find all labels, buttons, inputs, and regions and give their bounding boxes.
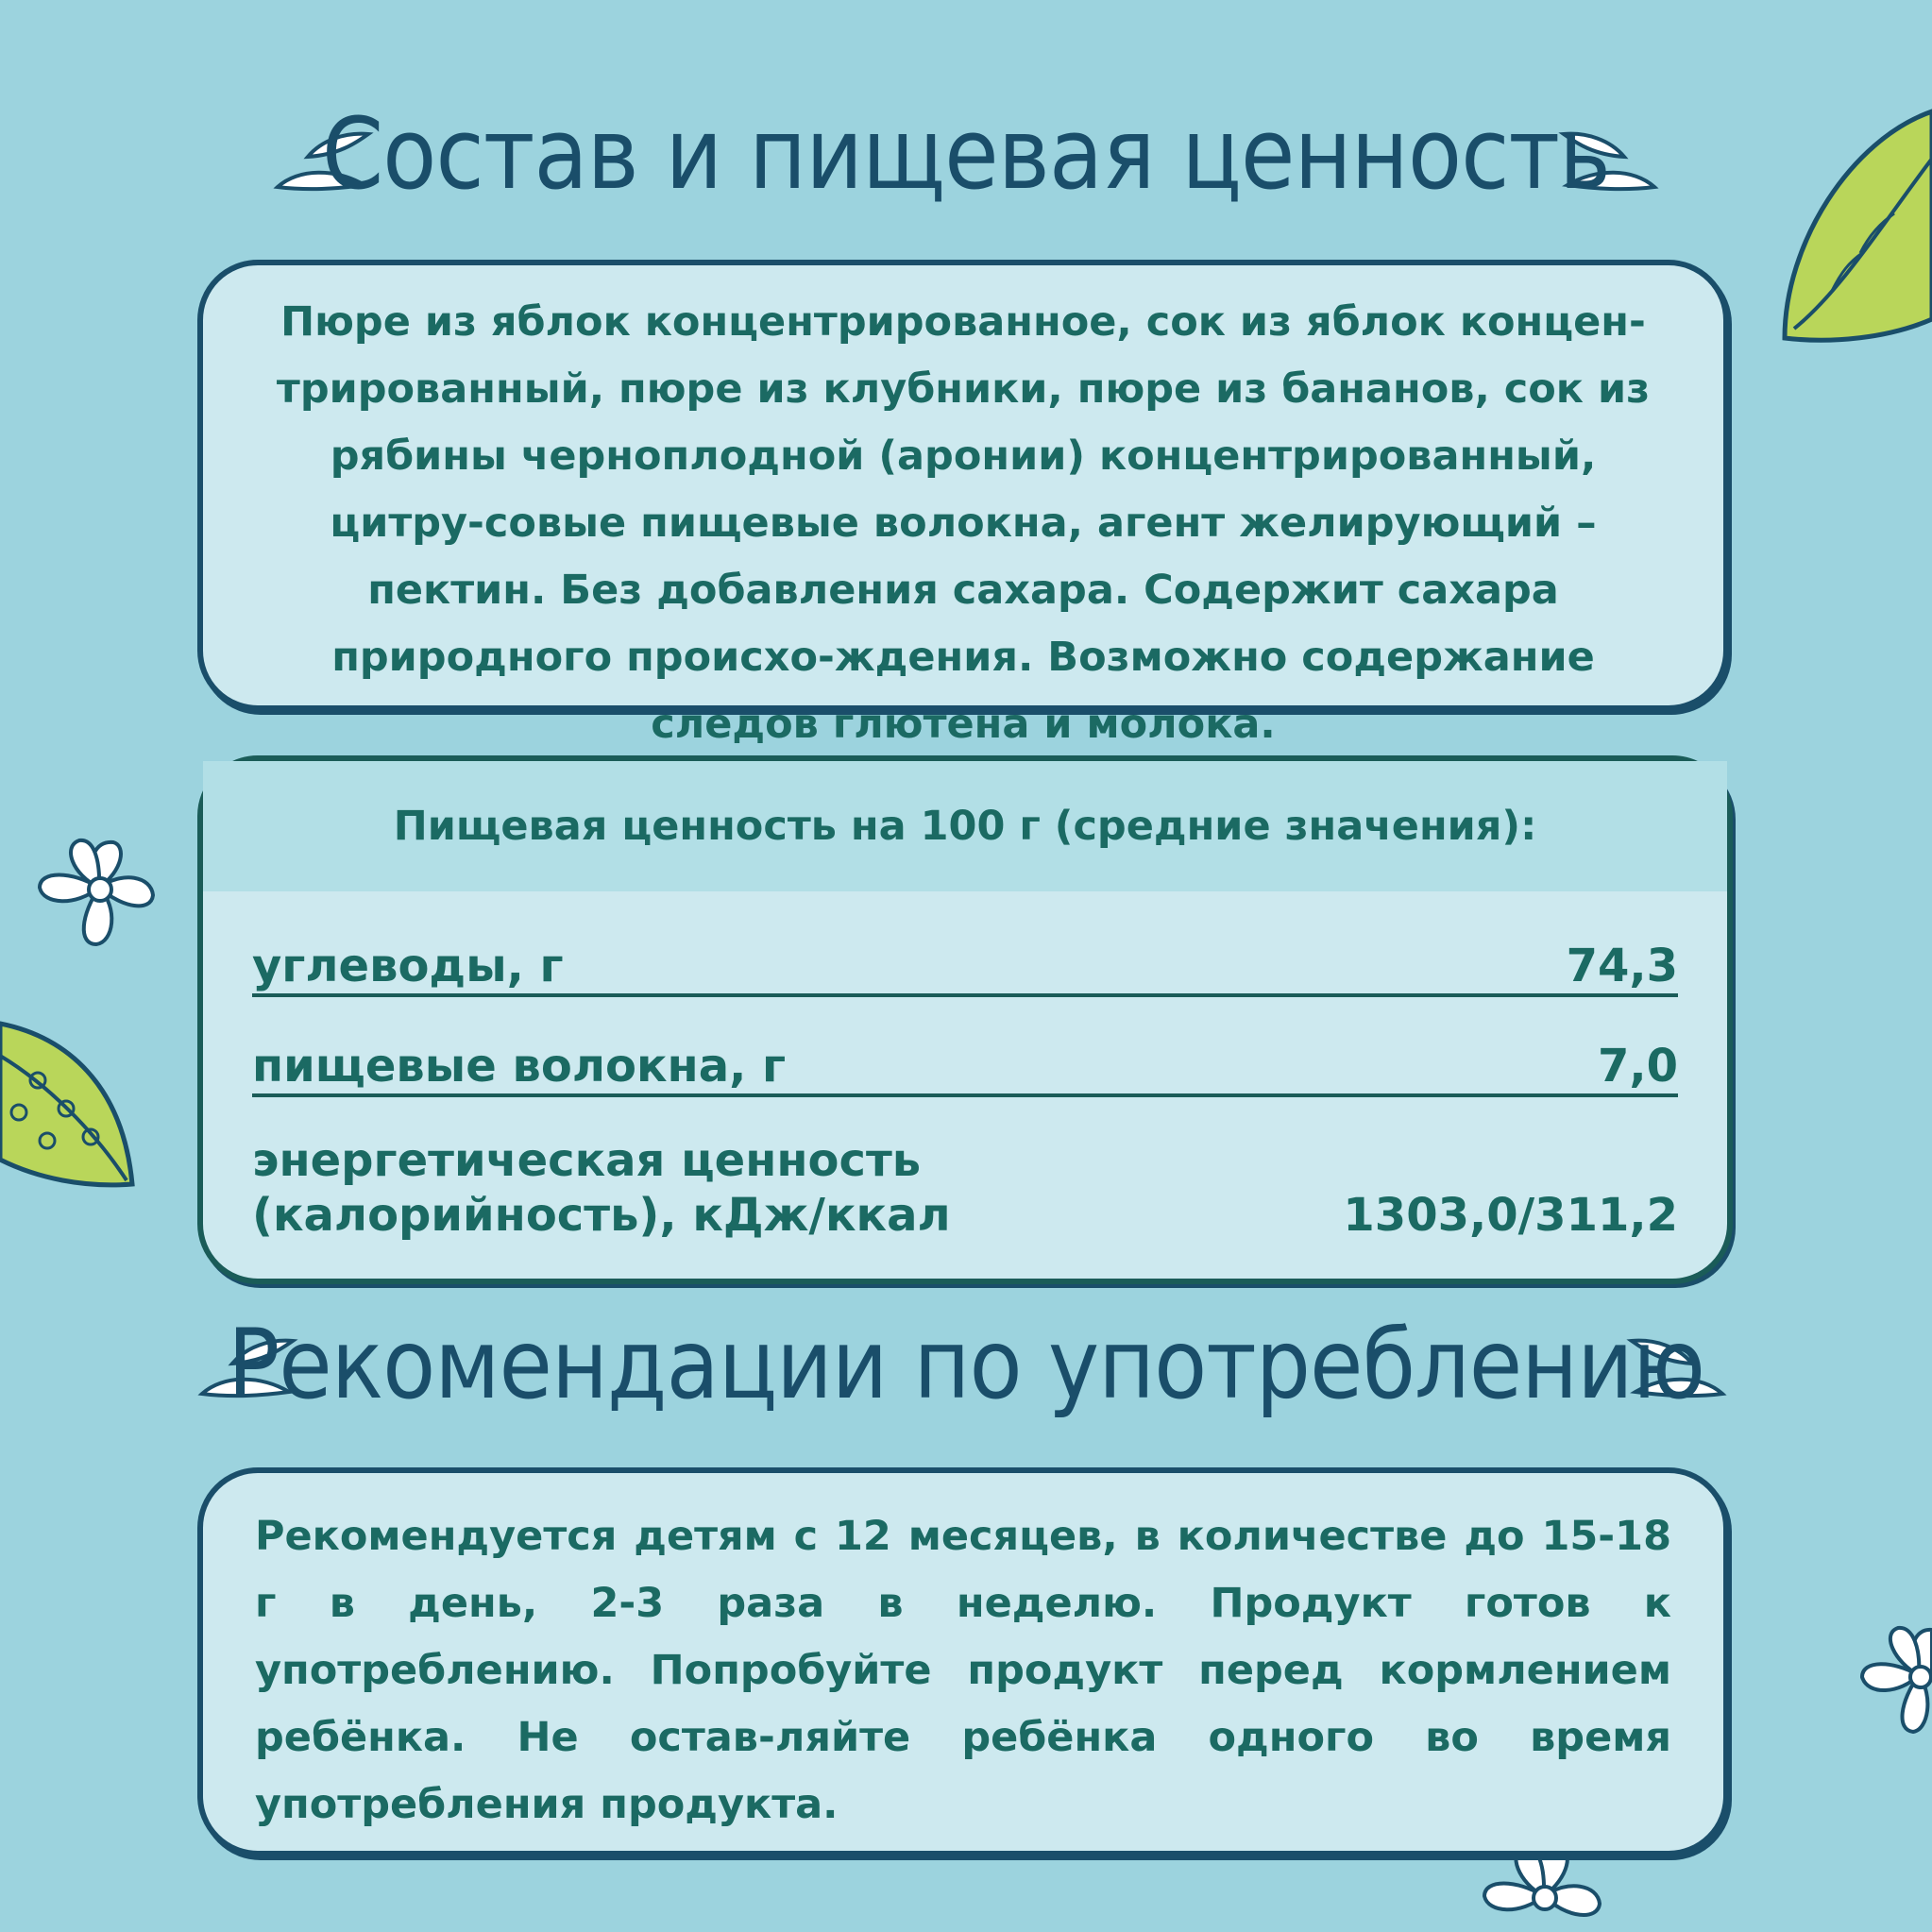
nutrition-row-energy <box>252 1101 1678 1243</box>
nutrition-row-label <box>252 1133 951 1243</box>
nutrition-header: Пищевая ценность на 100 г (средние значения): <box>203 761 1727 891</box>
nutrition-row-label-line1: энергетическая ценность <box>252 1134 922 1187</box>
flower-icon-left <box>28 833 170 956</box>
nutrition-row-value: 74,3 <box>1566 940 1678 992</box>
nutrition-table <box>197 755 1733 1284</box>
recommendations-panel <box>197 1467 1729 1856</box>
composition-text: Пюре из яблок концентрированное, сок из яблок концен-трированный, пюре из клубники, пюре из бананов, сок из рябины черноплодной (аронии) концентрированный, цитру-совые пищевые волокна, агент желирующий – пектин. Без добавления сахара. Содержит сахара природного происхо-ждения. Возможно содержание следов глютена и молока. <box>276 298 1651 748</box>
composition-panel <box>197 260 1729 748</box>
leaf-icon-left <box>0 1018 138 1194</box>
nutrition-row-value: 7,0 <box>1597 1040 1678 1093</box>
nutrition-row-fiber <box>252 999 1678 1097</box>
nutrition-row-label: пищевые волокна, г <box>252 1040 787 1093</box>
recommendations-text: Рекомендуется детям с 12 месяцев, в количестве до 15-18 г в день, 2-3 раза в неделю. Продукт готов к употреблению. Попробуйте продукт перед кормлением ребёнка. Не остав-ляйте ребёнка одного во время употребления продукта. <box>255 1513 1671 1828</box>
composition-title: Состав и пищевая ценность <box>321 96 1611 212</box>
nutrition-row-label-line2: (калорийность), кДж/ккал <box>252 1189 951 1242</box>
nutrition-row-value: 1303,0/311,2 <box>1343 1189 1678 1242</box>
nutrition-row-carbs <box>252 905 1678 997</box>
recommendations-title: Рекомендации по употреблению <box>227 1309 1705 1421</box>
nutrition-row-label: углеводы, г <box>252 940 564 992</box>
flower-icon-right <box>1853 1620 1932 1743</box>
